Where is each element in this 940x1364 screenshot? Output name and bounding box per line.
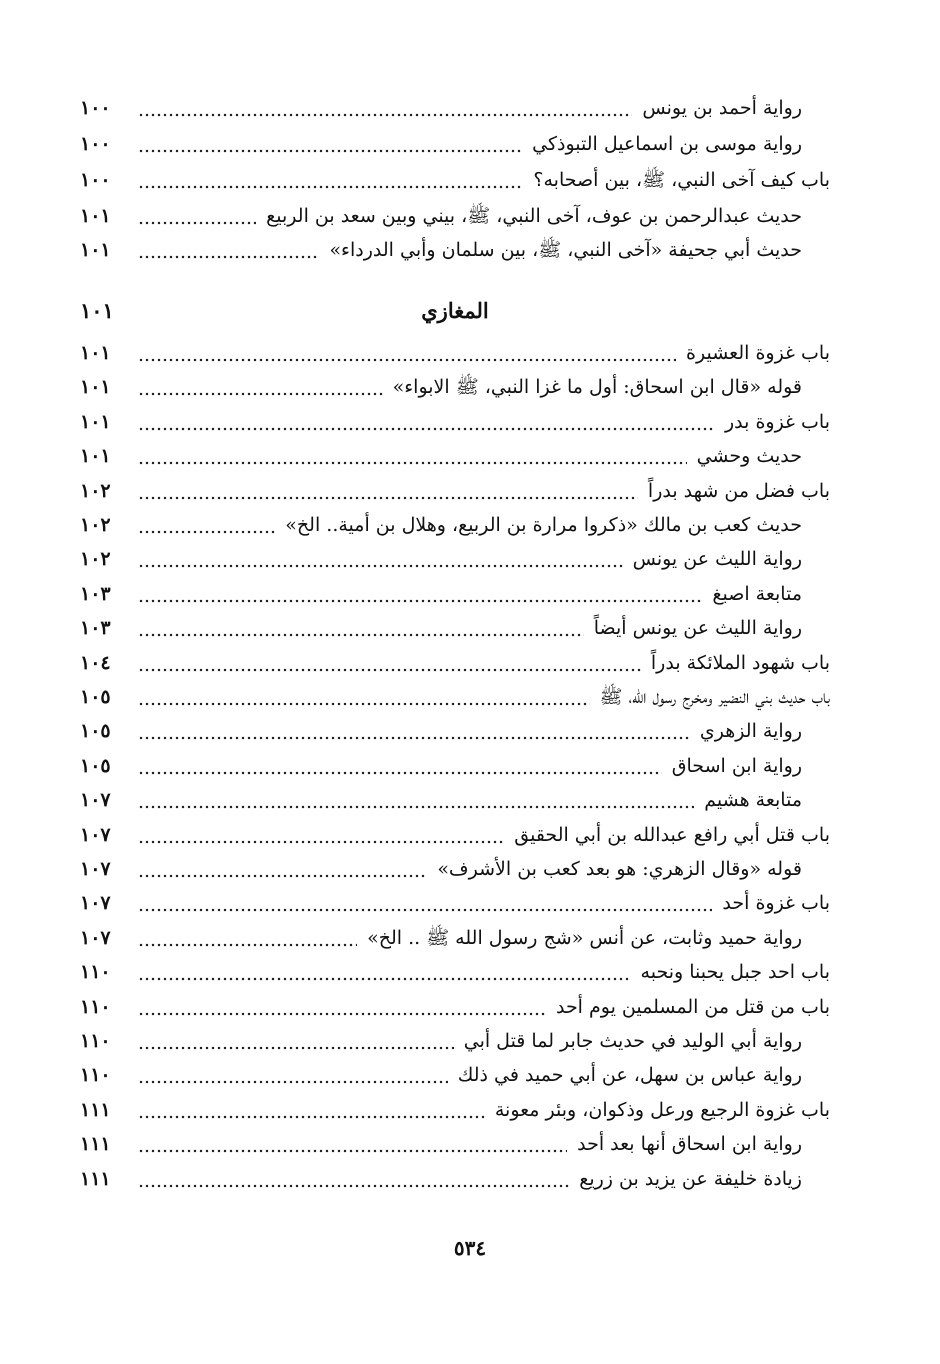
- dot-leader: [138, 887, 712, 919]
- entry-page: ١٠٢: [80, 514, 111, 536]
- dot-leader: [138, 475, 638, 507]
- dot-leader: [138, 1025, 454, 1057]
- toc-entry: [80, 234, 830, 266]
- entry-title: رواية الليث عن يونس أيضاً: [593, 617, 802, 639]
- toc-entry: [80, 853, 830, 885]
- entry-page: ١١٠: [80, 1030, 111, 1052]
- dot-leader: [138, 92, 632, 124]
- entry-title: حديث أبي جحيفة «آخى النبي، ﷺ، بين سلمان وأبي الدرداء»: [329, 239, 802, 261]
- dot-leader: [138, 337, 676, 369]
- entry-title: حديث كعب بن مالك «ذكروا مرارة بن الربيع، وهلال بن أمية.. الخ»: [285, 514, 802, 536]
- dot-leader: [138, 681, 590, 713]
- dot-leader: [138, 715, 690, 747]
- entry-title: باب حديث بني النضير ومخرج رسول الله، ﷺ: [599, 686, 830, 708]
- entry-title: باب شهود الملائكة بدراً: [650, 652, 830, 674]
- toc-entry: [80, 1094, 830, 1126]
- entry-page: ١٠٧: [80, 824, 111, 846]
- dot-leader: [138, 922, 357, 954]
- dot-leader: [138, 1128, 567, 1160]
- toc-entry: [80, 406, 830, 438]
- dot-leader: [138, 1059, 448, 1091]
- toc-entry: [80, 200, 830, 232]
- toc-entry: [80, 922, 830, 954]
- entry-title: رواية موسى بن اسماعيل التبوذكي: [532, 133, 802, 155]
- toc-entry: [80, 1059, 830, 1091]
- toc-entry: [80, 715, 830, 747]
- toc-entry: [80, 337, 830, 369]
- entry-title: قوله «وقال الزهري: هو بعد كعب بن الأشرف»: [437, 858, 802, 880]
- entry-title: باب فضل من شهد بدراً: [647, 480, 830, 502]
- toc-entry: [80, 128, 830, 160]
- entry-page: ١٠١: [80, 205, 111, 227]
- toc-entry: [80, 647, 830, 679]
- entry-page: ١٠٠: [80, 133, 111, 155]
- dot-leader: [138, 1163, 569, 1195]
- entry-title: باب من قتل من المسلمين يوم أحد: [555, 996, 830, 1018]
- entry-title: باب قتل أبي رافع عبدالله بن أبي الحقيق: [514, 824, 830, 846]
- toc-entry: [80, 1128, 830, 1160]
- entry-page: ١١٠: [80, 961, 111, 983]
- entry-title: باب كيف آخى النبي، ﷺ، بين أصحابه؟: [533, 169, 830, 191]
- dot-leader: [138, 509, 275, 541]
- toc-entry: [80, 578, 830, 610]
- entry-page: ١٠١: [80, 376, 111, 398]
- section-heading: [80, 292, 830, 328]
- dot-leader: [138, 164, 523, 196]
- entry-title: حديث عبدالرحمن بن عوف، آخى النبي، ﷺ، بيني وبين سعد بن الربيع: [266, 205, 802, 227]
- toc-entry: [80, 887, 830, 919]
- dot-leader: [138, 853, 427, 885]
- dot-leader: [138, 128, 522, 160]
- section-page: ١٠١: [80, 297, 114, 323]
- entry-title: متابعة اصبغ: [712, 583, 802, 605]
- toc-entry: [80, 991, 830, 1023]
- entry-page: ١٠٢: [80, 480, 111, 502]
- entry-title: رواية ابن اسحاق أنها بعد أحد: [577, 1133, 802, 1155]
- dot-leader: [138, 647, 641, 679]
- toc-entry: [80, 371, 830, 403]
- entry-page: ١٠١: [80, 239, 111, 261]
- dot-leader: [138, 612, 584, 644]
- entry-title: رواية أبي الوليد في حديث جابر لما قتل أبي: [463, 1030, 802, 1052]
- toc-entry: [80, 440, 830, 472]
- toc-entry: [80, 92, 830, 124]
- entry-page: ١٠٣: [80, 617, 111, 639]
- toc-entry: [80, 509, 830, 541]
- entry-page: ١٠٥: [80, 720, 111, 742]
- entry-title: رواية الليث عن يونس: [632, 548, 802, 570]
- toc-entry: [80, 750, 830, 782]
- dot-leader: [138, 750, 662, 782]
- page-number: ٥٣٤: [453, 1236, 487, 1260]
- entry-page: ١٠٠: [80, 169, 111, 191]
- entry-title: رواية عباس بن سهل، عن أبي حميد في ذلك: [457, 1064, 802, 1086]
- dot-leader: [138, 371, 383, 403]
- toc-entry: [80, 819, 830, 851]
- dot-leader: [138, 440, 687, 472]
- entry-page: ١٠٧: [80, 892, 111, 914]
- dot-leader: [138, 784, 694, 816]
- dot-leader: [138, 234, 319, 266]
- entry-page: ١٠٠: [80, 97, 111, 119]
- entry-title: باب احد جبل يحبنا ونحبه: [640, 961, 830, 983]
- entry-title: زيادة خليفة عن يزيد بن زريع: [579, 1168, 802, 1190]
- toc-entry: [80, 1163, 830, 1195]
- entry-page: ١٠٧: [80, 789, 111, 811]
- dot-leader: [138, 543, 623, 575]
- toc-entry: [80, 612, 830, 644]
- entry-title: رواية أحمد بن يونس: [642, 97, 802, 119]
- dot-leader: [138, 578, 702, 610]
- entry-title: باب غزوة أحد: [722, 892, 830, 914]
- entry-page: ١٠٣: [80, 583, 111, 605]
- entry-title: باب غزوة الرجيع ورعل وذكوان، وبئر معونة: [494, 1099, 830, 1121]
- entry-page: ١٠٧: [80, 927, 111, 949]
- toc-entry: [80, 681, 830, 713]
- toc-entry: [80, 1025, 830, 1057]
- entry-title: باب غزوة العشيرة: [686, 342, 830, 364]
- entry-page: ١٠٤: [80, 652, 111, 674]
- entry-page: ١٠١: [80, 342, 111, 364]
- entry-page: ١٠١: [80, 445, 111, 467]
- entry-page: ١١١: [80, 1133, 111, 1155]
- entry-page: ١٠٧: [80, 858, 111, 880]
- dot-leader: [138, 991, 546, 1023]
- entry-title: رواية ابن اسحاق: [671, 755, 802, 777]
- entry-title: رواية الزهري: [699, 720, 802, 742]
- entry-page: ١١١: [80, 1099, 111, 1121]
- entry-page: ١٠٢: [80, 548, 111, 570]
- toc-entry: [80, 543, 830, 575]
- dot-leader: [138, 406, 715, 438]
- toc-entry: [80, 784, 830, 816]
- entry-page: ١٠٥: [80, 755, 111, 777]
- entry-title: باب غزوة بدر: [724, 411, 830, 433]
- entry-page: ١١٠: [80, 1064, 111, 1086]
- entry-page: ١١١: [80, 1168, 111, 1190]
- entry-title: حديث وحشي: [696, 445, 802, 467]
- entry-title: قوله «قال ابن اسحاق: أول ما غزا النبي، ﷺ الابواء»: [392, 376, 802, 398]
- entry-title: متابعة هشيم: [704, 789, 802, 811]
- toc-entry: [80, 956, 830, 988]
- dot-leader: [138, 1094, 485, 1126]
- toc-entry: [80, 164, 830, 196]
- entry-title: رواية حميد وثابت، عن أنس «شج رسول الله ﷺ .. الخ»: [367, 927, 802, 949]
- toc-entry: [80, 475, 830, 507]
- entry-page: ١٠٥: [80, 686, 111, 708]
- dot-leader: [138, 956, 631, 988]
- dot-leader: [138, 200, 256, 232]
- section-title: المغازي: [421, 297, 489, 323]
- dot-leader: [138, 819, 504, 851]
- entry-page: ١٠١: [80, 411, 111, 433]
- entry-page: ١١٠: [80, 996, 111, 1018]
